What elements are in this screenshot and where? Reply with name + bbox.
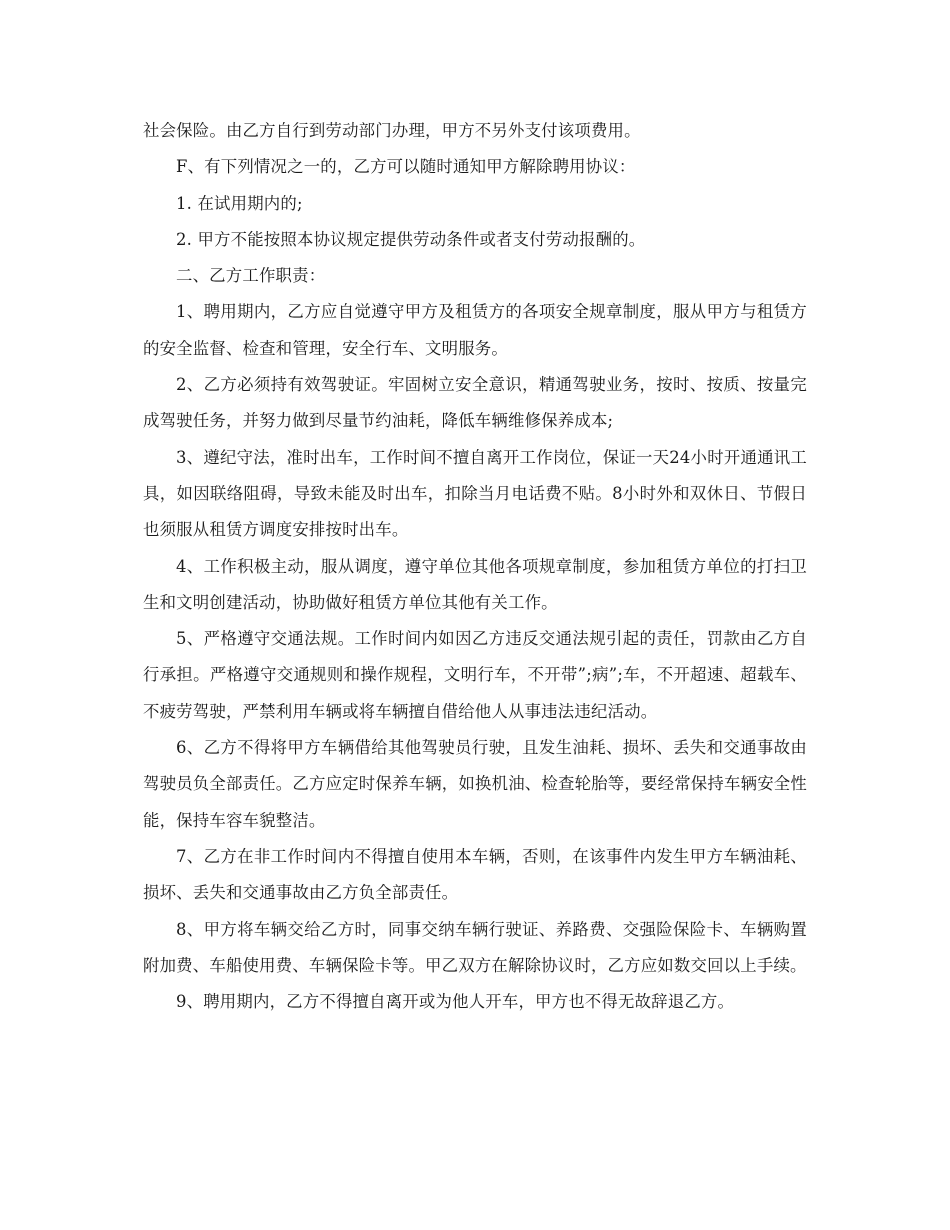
- paragraph-social-insurance: 社会保险。由乙方自行到劳动部门办理，甲方不另外支付该项费用。: [143, 121, 641, 140]
- paragraph-item-2: 2. 甲方不能按照本协议规定提供劳动条件或者支付劳动报酬的。: [176, 229, 646, 249]
- paragraph-duty-1: 1、聘用期内，乙方应自觉遵守甲方及租赁方的各项安全规章制度，服从甲方与租赁方的安全监督、检查和管理，安全行车、文明服务。: [143, 302, 807, 358]
- paragraph-clause-f: F、有下列情况之一的，乙方可以随时通知甲方解除聘用协议：: [176, 157, 636, 177]
- document-body: [143, 113, 807, 1020]
- paragraph-duty-4: 4、工作积极主动，服从调度，遵守单位其他各项规章制度，参加租赁方单位的打扫卫生和文明创建活动，协助做好租赁方单位其他有关工作。: [143, 556, 807, 612]
- paragraph-item-1: 1. 在试用期内的;: [176, 193, 303, 213]
- paragraph-duty-8: 8、甲方将车辆交给乙方时，同事交纳车辆行驶证、养路费、交强险保险卡、车辆购置附加费、车船使用费、车辆保险卡等。甲乙双方在解除协议时，乙方应如数交回以上手续。: [143, 919, 807, 975]
- paragraph-duty-7: 7、乙方在非工作时间内不得擅自使用本车辆，否则，在该事件内发生甲方车辆油耗、损坏、丢失和交通事故由乙方负全部责任。: [143, 846, 807, 903]
- paragraph-duty-3: 3、遵纪守法，准时出车，工作时间不擅自离开工作岗位，保证一天24小时开通通讯工具，如因联络阻碍，导致未能及时出车，扣除当月电话费不贴。8小时外和双休日、节假日也须服从租赁方调度安排按时出车。: [143, 447, 807, 540]
- paragraph-duty-5: 5、严格遵守交通法规。工作时间内如因乙方违反交通法规引起的责任，罚款由乙方自行承担。严格遵守交通规则和操作规程，文明行车，不开带”;病”;车，不开超速、超载车、不疲劳驾驶，严禁利用车辆或将车辆擅自借给他人从事违法违纪活动。: [143, 629, 807, 721]
- section-heading-duties: 二、乙方工作职责：: [176, 266, 326, 286]
- paragraph-duty-6: 6、乙方不得将甲方车辆借给其他驾驶员行驶，且发生油耗、损坏、丢失和交通事故由驾驶员负全部责任。乙方应定时保养车辆，如换机油、检查轮胎等，要经常保持车辆安全性能，保持车容车貌整洁。: [143, 738, 807, 830]
- paragraph-duty-2: 2、乙方必须持有效驾驶证。牢固树立安全意识，精通驾驶业务，按时、按质、按量完成驾驶任务，并努力做到尽量节约油耗，降低车辆维修保养成本;: [143, 375, 807, 431]
- paragraph-duty-9: 9、聘用期内，乙方不得擅自离开或为他人开车，甲方也不得无故辞退乙方。: [176, 992, 735, 1012]
